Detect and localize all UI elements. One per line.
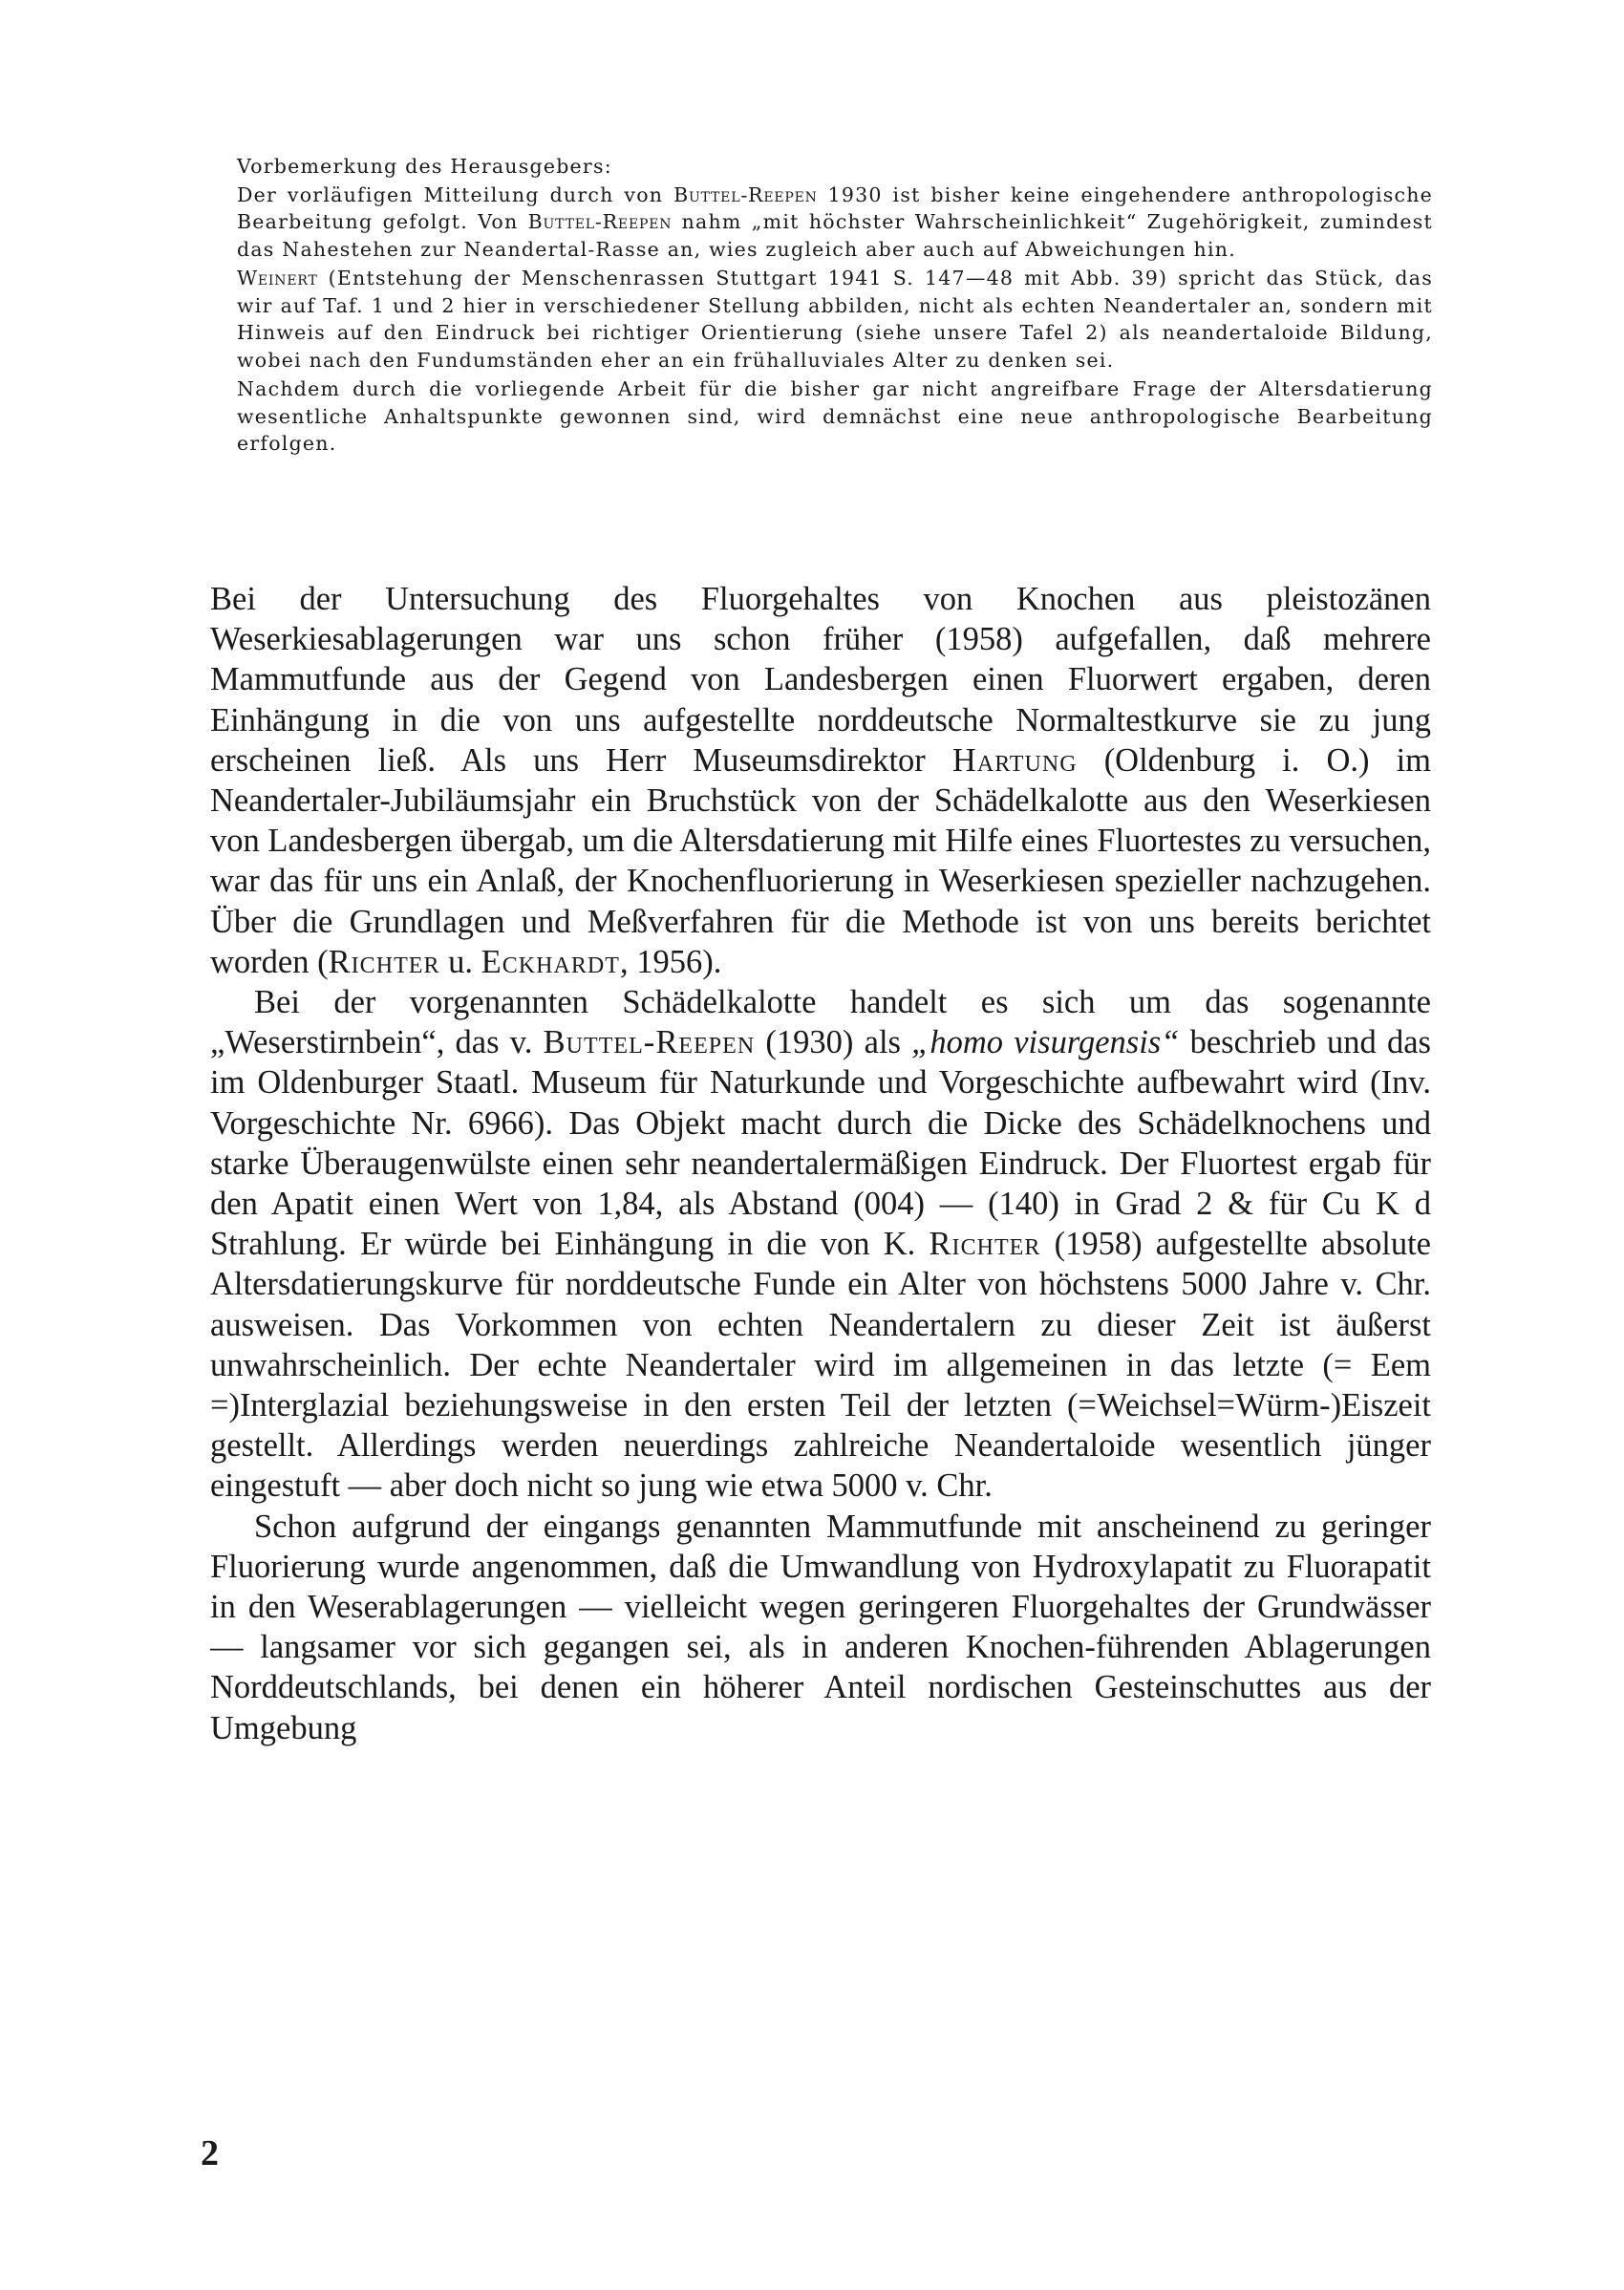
text-run: Bei der vorgenannten Schädelkalotte handelt es sich um das sogenannte „Weserstirnbein“, das v. (210, 984, 1431, 1061)
author-name: Richter (929, 1226, 1041, 1263)
main-text (210, 579, 1431, 1748)
prefatory-note-paragraph (237, 182, 1433, 264)
editor-prefatory-note (237, 153, 1433, 460)
text-run: (1958) aufgestellte absolute Altersdatierungskurve für norddeutsche Funde ein Alter von höchstens 5000 Jahre v. Chr. ausweisen. Das Vorkommen von echten Neandertalern zu dieser Zeit ist äußerst unwahrscheinlich. Der echte Neandertaler wird im allgemeinen in das letzte (= Eem =)Interglazial beziehungsweise in den ersten Teil der letzten (=Weichsel=Würm-)Eiszeit gestellt. Allerdings werden neuerdings zahlreiche Neandertaloide wesentlich jünger eingestuft — aber doch nicht so jung wie etwa 5000 v. Chr. (210, 1226, 1431, 1505)
text-run: nahm „mit höchster Wahrscheinlichkeit“ Zugehörigkeit, zumindest das Nahestehen zur Neandertal-Rasse an, wies zugleich aber auch auf Abweichungen hin. (237, 210, 1433, 261)
author-name: Weinert (237, 267, 318, 289)
author-name: Buttel-Reepen (543, 1024, 756, 1061)
prefatory-note-heading: Vorbemerkung des Herausgebers: (237, 155, 612, 178)
text-run: , 1956). (620, 943, 722, 980)
body-paragraph (210, 579, 1431, 982)
text-run: u. (439, 943, 481, 980)
text-run: (Oldenburg i. O.) im Neandertaler-Jubiläumsjahr ein Bruchstück von der Schädelkalotte aus den Weserkiesen von Landesbergen übergab, um die Altersdatierung mit Hilfe eines Fluortestes zu versuchen, war das für uns ein Anlaß, der Knochenfluorierung in Weserkiesen spezieller nachzugehen. Über die Grundlagen und Meßverfahren für die Methode ist von uns bereits berichtet worden ( (210, 741, 1432, 980)
body-paragraph (210, 982, 1431, 1507)
species-name: „homo visurgensis“ (911, 1024, 1180, 1061)
body-paragraph: Schon aufgrund der eingangs genannten Mammutfunde mit anscheinend zu geringer Fluorierung wurde angenommen, daß die Umwandlung von Hydroxylapatit zu Fluorapatit in den Weserablagerungen — vielleicht wegen geringeren Fluorgehaltes der Grundwässer — langsamer vor sich gegangen sei, als in anderen Knochen-führenden Ablagerungen Norddeutschlands, bei denen ein höherer Anteil nordischen Gesteinschuttes aus der Umgebung (210, 1508, 1431, 1746)
author-name: Buttel-Reepen (673, 182, 818, 206)
text-run: (Entstehung der Menschenrassen Stuttgart 1941 S. 147—48 mit Abb. 39) spricht das Stück, das wir auf Taf. 1 und 2 hier in verschiedener Stellung abbilden, nicht als echten Neandertaler an, sondern mit Hinweis auf den Eindruck bei richtiger Orientierung (siehe unsere Tafel 2) als neandertaloide Bildung, wobei nach den Fundumständen eher an ein frühalluviales Alter zu denken sei. (237, 267, 1433, 372)
author-name: Eckhardt (481, 943, 620, 980)
text-run: 1930 ist bisher keine eingehendere anthropologische Bearbeitung gefolgt. Von (237, 182, 1434, 233)
author-name: Buttel-Reepen (527, 210, 673, 233)
text-run: beschrieb und das im Oldenburger Staatl. Museum für Naturkunde und Vorgeschichte aufbewahrt wird (Inv. Vorgeschichte Nr. 6966). Das Objekt macht durch die Dicke des Schädelknochens und starke Überaugenwülste einen sehr neandertalermäßigen Eindruck. Der Fluortest ergab für den Apatit einen Wert von 1,84, als Abstand (004) — (140) in Grad 2 & für Cu K d Strahlung. Er würde bei Einhängung in die von K. (210, 1024, 1431, 1263)
author-name: Hartung (951, 741, 1078, 779)
author-name: Richter (328, 943, 440, 980)
page-number: 2 (201, 2133, 219, 2173)
text-run: Der vorläufigen Mitteilung durch von (237, 182, 674, 206)
text-run: (1930) als (755, 1024, 912, 1061)
prefatory-note-paragraph (237, 265, 1433, 374)
prefatory-note-paragraph: Nachdem durch die vorliegende Arbeit für die bisher gar nicht angreifbare Frage der Altersdatierung wesentliche Anhaltspunkte gewonnen sind, wird demnächst eine neue anthropologische Bearbeitung erfolgen. (237, 377, 1433, 455)
text-run: Bei der Untersuchung des Fluorgehaltes von Knochen aus pleistozänen Weserkiesablagerungen war uns schon früher (1958) aufgefallen, daß mehrere Mammutfunde aus der Gegend von Landesbergen einen Fluorwert ergaben, deren Einhängung in die von uns aufgestellte norddeutsche Normaltestkurve sie zu jung erscheinen ließ. Als uns Herr Museumsdirektor (210, 581, 1431, 779)
